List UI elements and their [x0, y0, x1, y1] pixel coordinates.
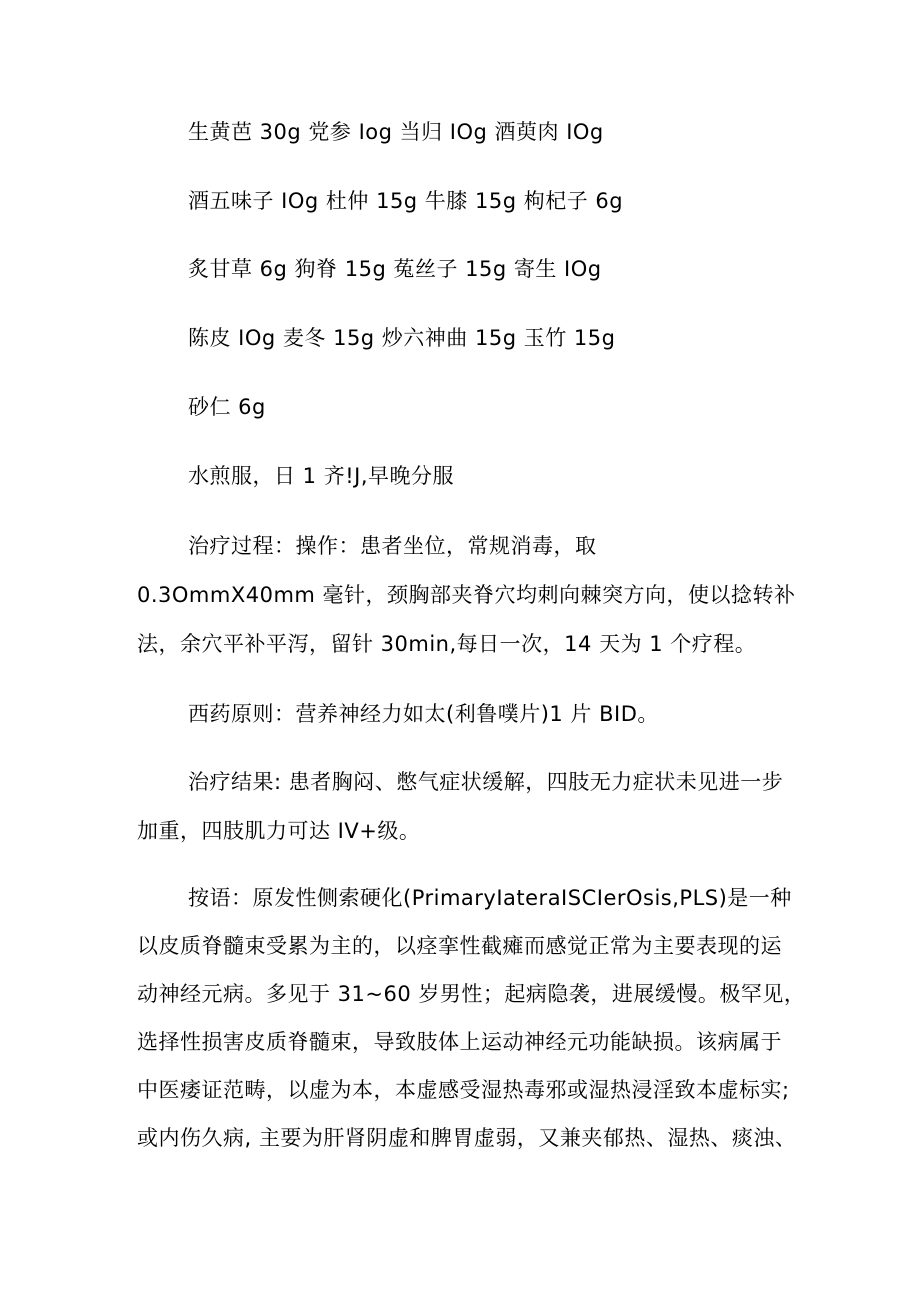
prescription-line-2: 酒五味子 IOg 杜仲 15g 牛膝 15g 枸杞子 6g [188, 189, 624, 213]
commentary-line-4: 选择性损害皮质脊髓束，导致肢体上运动神经元功能缺损。该病属于 [137, 1030, 782, 1054]
treatment-result-line-2: 加重，四肢肌力可达 IV+级。 [137, 819, 421, 843]
commentary-line-2: 以皮质脊髓束受累为主的，以痉挛性截瘫而感觉正常为主要表现的运 [137, 934, 782, 958]
commentary-line-1: 按语：原发性侧索硬化(PrimaryIateraISCIerOsis,PLS)是一种 [188, 886, 792, 910]
treatment-result-line-1: 治疗结果: 患者胸闷、憋气症状缓解，四肢无力症状未见进一步 [188, 770, 784, 794]
prescription-line-3: 炙甘草 6g 狗脊 15g 菟丝子 15g 寄生 IOg [188, 257, 602, 281]
treatment-process-line-3: 法，余穴平补平泻，留针 30min,每日一次，14 天为 1 个疗程。 [137, 632, 757, 656]
commentary-line-5: 中医痿证范畴，以虚为本，本虚感受湿热毒邪或湿热浸淫致本虚标实; [137, 1078, 790, 1102]
prescription-line-1: 生黄芭 30g 党参 Iog 当归 IOg 酒萸肉 IOg [188, 120, 604, 144]
dosage-instruction: 水煎服，日 1 齐!J,早晚分服 [188, 464, 454, 488]
commentary-line-6: 或内伤久病, 主要为肝肾阴虚和脾胃虚弱，又兼夹郁热、湿热、痰浊、 [137, 1126, 797, 1150]
commentary-line-3: 动神经元病。多见于 31~60 岁男性；起病隐袭，进展缓慢。极罕见， [137, 982, 806, 1006]
prescription-line-5: 砂仁 6g [188, 395, 266, 419]
treatment-process-line-1: 治疗过程：操作：患者坐位，常规消毒，取 [188, 534, 597, 558]
treatment-process-line-2: 0.3OmmX40mm 毫针，颈胸部夹脊穴均刺向棘突方向，使以捻转补 [137, 583, 796, 607]
western-medicine: 西药原则：营养神经力如太(利鲁噗片)1 片 BID。 [188, 702, 659, 726]
prescription-line-4: 陈皮 IOg 麦冬 15g 炒六神曲 15g 玉竹 15g [188, 326, 616, 350]
